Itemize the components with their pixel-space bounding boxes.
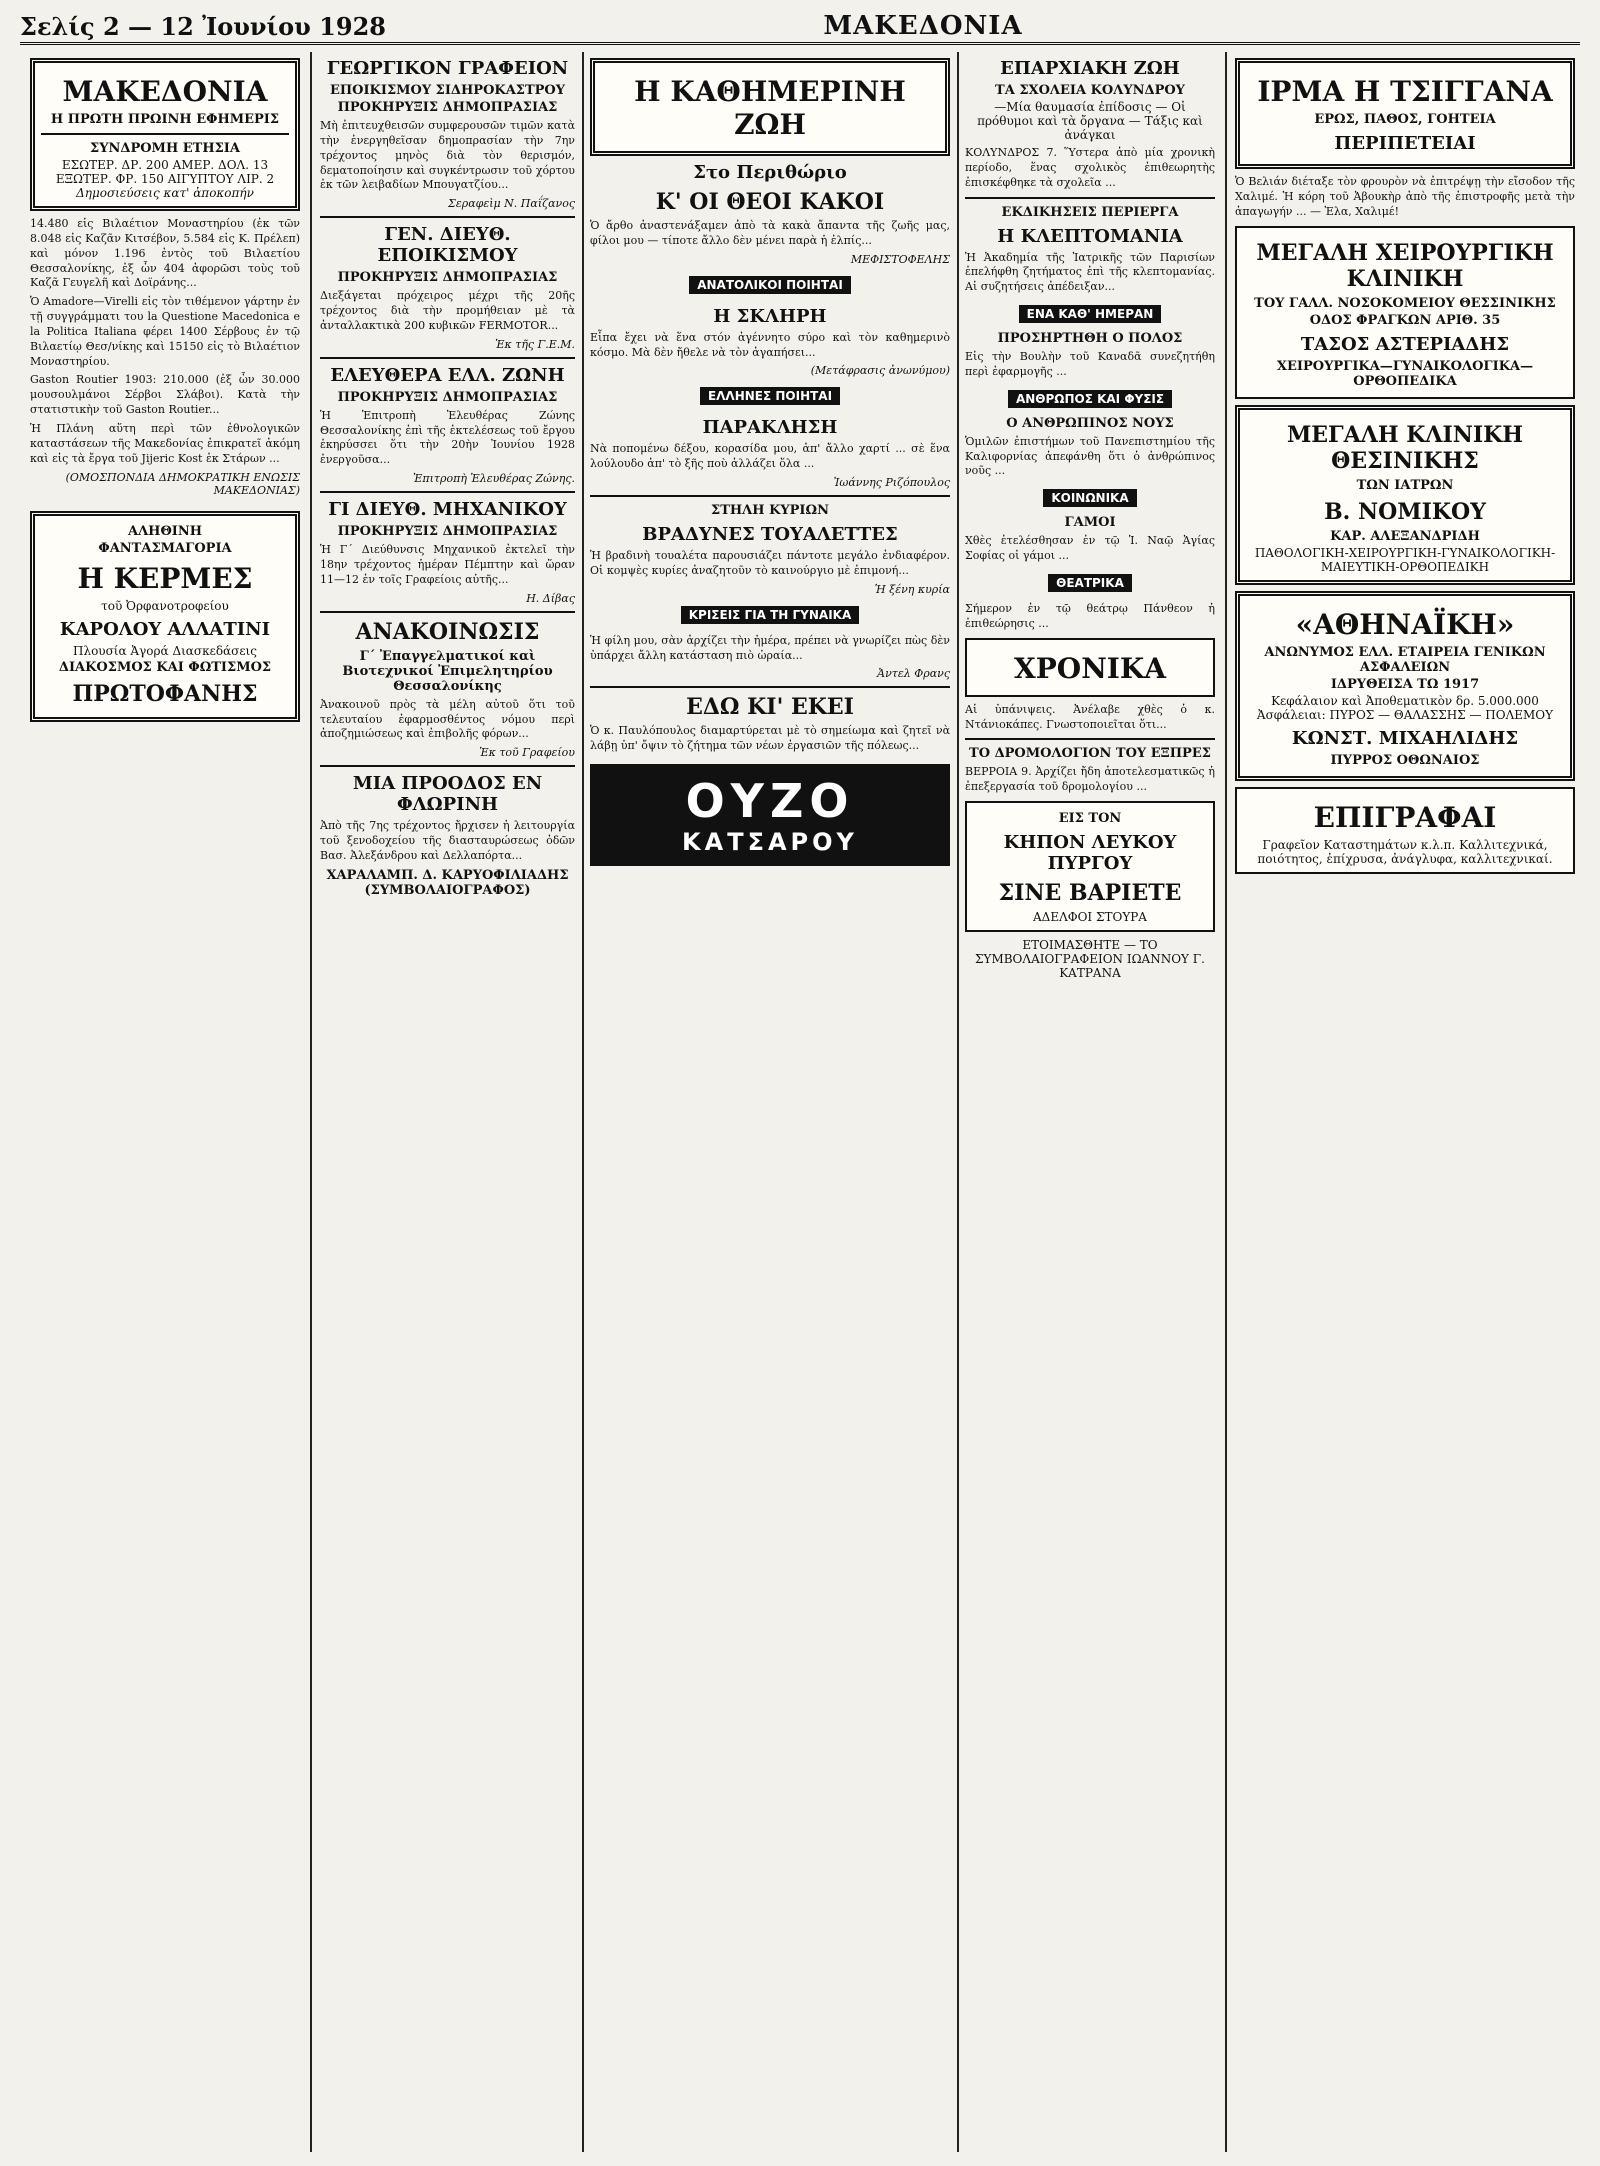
article-text: Εἰς τὴν Βουλὴν τοῦ Καναδᾶ συνεζητήθη περὶ ἐφαρμογῆς ...: [965, 350, 1215, 378]
serial-subtitle: ΠΕΡΙΠΕΤΕΙΑΙ: [1334, 133, 1476, 154]
article-text: Σήμερον ἐν τῷ θεάτρῳ Πάνθεον ἡ ἐπιθεώρησις ...: [965, 601, 1215, 630]
subscription-row: ΕΣΩΤΕΡ. ΔΡ. 200 ΑΜΕΡ. ΔΟΛ. 13: [61, 158, 269, 172]
section-tag: ΚΟΙΝΩΝΙΚΑ: [1043, 489, 1136, 507]
article-signature: ΧΑΡΑΛΑΜΠ. Δ. ΚΑΡΥΟΦΙΛΙΑΔΗΣ (ΣΥΜΒΟΛΑΙΟΓΡΑΦΟΣ): [326, 867, 569, 898]
section-subheading: ΕΠΟΙΚΙΣΜΟΥ ΣΙΔΗΡΟΚΑΣΤΡΟΥ: [329, 83, 566, 98]
ad-line: ΚΑΡΟΛΟΥ ΑΛΛΑΤΙΝΙ: [59, 618, 271, 640]
subscription-box: [30, 58, 300, 211]
article-text: Ἡ Γ΄ Διεύθυνσις Μηχανικοῦ ἐκτελεῖ τὴν 18ην τρέχοντος ἡμέραν Πέμπτην καὶ ὥραν 11—12 ἐν τοῖς Γραφείοις αὐτῆς...: [320, 543, 575, 586]
ad-line: τοῦ Ὀρφανοτροφείου: [101, 598, 229, 613]
subscription-header: ΣΥΝΔΡΟΜΗ ΕΤΗΣΙΑ: [90, 141, 240, 156]
section-subheading: ΠΡΟΚΗΡΥΞΙΣ ΔΗΜΟΠΡΑΣΙΑΣ: [337, 389, 558, 405]
section-tag: ΕΛΛΗΝΕΣ ΠΟΙΗΤΑΙ: [700, 387, 840, 405]
section-heading: ΤΟ ΔΡΟΜΟΛΟΓΙΟΝ ΤΟΥ ΕΞΠΡΕΣ: [969, 746, 1211, 762]
section-heading: Η ΚΛΕΠΤΟΜΑΝΙΑ: [997, 225, 1183, 247]
section-heading: Κ' ΟΙ ΘΕΟΙ ΚΑΚΟΙ: [655, 189, 885, 215]
masthead: [20, 10, 1580, 45]
ad-line: ΚΩΝΣΤ. ΜΙΧΑΗΛΙΔΗΣ: [1291, 727, 1519, 749]
article-text: Ἡ Πλάνη αὕτη περὶ τῶν ἐθνολογικῶν καταστάσεων τῆς Μακεδονίας ἐπικρατεῖ ἀκόμη καὶ εἰς τὰ ἔργα τοῦ Jijeric Kost ἐκ Στάρων ...: [30, 421, 300, 465]
section-heading: Στο Περιθώριο: [693, 162, 847, 183]
article-text: Ὁ Amadore—Virelli εἰς τὸν τιθέμενον γάρτην ἐν τῇ συγγράμματι του la Questione Macedonica e la Politica Italiana φέρει 1400 Σέρβους ἐν τῷ Βιλαετίῳ Θεσ/νίκης καὶ 15150 εἰς τὸ Βιλαέτιον Μοναστηρίου.: [30, 295, 300, 368]
section-subheading: Γ΄ Ἐπαγγελματικοί καὶ Βιοτεχνικοί Ἐπιμελητηρίου Θεσσαλονίκης: [342, 648, 553, 694]
section-heading: Η ΣΚΛΗΡΗ: [713, 305, 827, 327]
paper-subtitle: Η ΠΡΩΤΗ ΠΡΩΙΝΗ ΕΦΗΜΕΡΙΣ: [50, 112, 280, 127]
ad-line: ΚΑΤΣΑΡΟΥ: [682, 828, 858, 857]
page-date: Σελίς 2 — 12 Ἰουνίου 1928: [20, 11, 386, 41]
article-text: Ἡ φίλη μου, σὰν ἀρχίζει τὴν ἡμέρα, πρέπει νὰ γνωρίζει πὼς δὲν ὑπάρχει ἄλλη κατάσταση πιὸ ὡραία...: [590, 633, 950, 662]
column-4: [965, 52, 1215, 2152]
article-text: Εἶπα ἔχει νὰ ἕνα στόν ἀγέννητο σύρο καὶ τὸν καθημερινὸ κόσμο. Μὰ δὲν ἤθελε νὰ τὸν ἀγαπήσει...: [590, 330, 950, 359]
article-signature: Ἀντελ Φρανς: [877, 667, 950, 681]
section-subheading: ΠΡΟΚΗΡΥΞΙΣ ΔΗΜΟΠΡΑΣΙΑΣ: [337, 524, 558, 540]
ad-title: ΜΕΓΑΛΗ ΧΕΙΡΟΥΡΓΙΚΗ ΚΛΙΝΙΚΗ: [1256, 239, 1554, 292]
section-heading: ΒΡΑΔΥΝΕΣ ΤΟΥΑΛΕΤΤΕΣ: [642, 524, 898, 546]
ad-line: ΚΑΡ. ΑΛΕΞΑΝΔΡΙΔΗ: [1330, 528, 1480, 544]
section-tag: ΚΡΙΣΕΙΣ ΓΙΑ ΤΗ ΓΥΝΑΙΚΑ: [681, 606, 860, 624]
column-2: [320, 52, 575, 2152]
ad-line: Ἀσφάλειαι: ΠΥΡΟΣ — ΘΑΛΑΣΣΗΣ — ΠΟΛΕΜΟΥ: [1256, 707, 1554, 722]
article-signature: Ἐκ τοῦ Γραφείου: [479, 746, 575, 760]
ad-line: ΑΔΕΛΦΟΙ ΣΤΟΥΡΑ: [1033, 910, 1147, 925]
section-heading: ΕΔΩ ΚΙ' ΕΚΕΙ: [686, 694, 854, 721]
article-signature: ΜΕΦΙΣΤΟΦΕΛΗΣ: [850, 252, 950, 266]
section-subheading: —Μία θαυμασία ἐπίδοσις — Οἱ πρόθυμοι καὶ τὰ ὄργανα — Τάξις καὶ ἀνάγκαι: [977, 100, 1203, 142]
article-text: Ἀπὸ τῆς 7ης τρέχοντος ἤρχισεν ἡ λειτουργία τοῦ ξενοδοχείου τῆς διασταυρώσεως ὁδῶν Βασ. Ἀλεξάνδρου καὶ Δελλαπόρτα...: [320, 819, 575, 862]
section-heading: Ο ΑΝΘΡΩΠΙΝΟΣ ΝΟΥΣ: [1006, 415, 1174, 431]
serial-banner: [1235, 58, 1575, 169]
article-text: Ἡ βραδινὴ τουαλέτα παρουσιάζει πάντοτε μεγάλο ἐνδιαφέρον. Οἱ κομψὲς κυρίες ἀναζητοῦν τὸ καινούργιο μὲ ἐπιμονή...: [590, 549, 950, 577]
notary-notice: ΕΤΟΙΜΑΣΘΗΤΕ — ΤΟ ΣΥΜΒΟΛΑΙΟΓΡΑΦΕΙΟΝ ΙΩΑΝΝΟΥ Γ. ΚΑΤΡΑΝΑ: [975, 938, 1205, 981]
ad-line: ΤΩΝ ΙΑΤΡΩΝ: [1356, 477, 1454, 493]
subscription-row: ΕΞΩΤΕΡ. ΦΡ. 150 ΑΙΓΥΠΤΟΥ ΛΙΡ. 2: [55, 172, 275, 186]
ad-line: ΟΔΟΣ ΦΡΑΓΚΩΝ ΑΡΙΘ. 35: [1309, 312, 1501, 328]
clinic-ad-2: [1235, 405, 1575, 585]
kermes-ad: [30, 511, 300, 722]
column-5: [1235, 52, 1575, 2152]
article-text: Ἡ Ἐπιτροπὴ Ἐλευθέρας Ζώνης Θεσσαλονίκης ἐπὶ τῆς ἐκτελέσεως τοῦ ἔργου ἐκηρύσσει ὅτι τὴν 20ὴν Ἰουνίου 1928 ἐνεργοῦσα...: [320, 408, 575, 467]
section-heading: ΜΙΑ ΠΡΟΟΔΟΣ ΕΝ ΦΛΩΡΙΝΗ: [352, 773, 543, 816]
section-heading: ΕΚΔΙΚΗΣΕΙΣ ΠΕΡΙΕΡΓΑ: [1001, 204, 1179, 220]
article-signature: Η. Δίβας: [526, 591, 575, 605]
section-heading: ΕΠΑΡΧΙΑΚΗ ΖΩΗ: [1000, 58, 1180, 79]
article-signature: Ἡ ξένη κυρία: [874, 582, 950, 596]
section-heading: ΧΡΟΝΙΚΑ: [1014, 651, 1166, 685]
ad-line: ΠΥΡΡΟΣ ΟΘΩΝΑΙΟΣ: [1330, 752, 1480, 768]
section-heading: ΕΛΕΥΘΕΡΑ ΕΛΛ. ΖΩΝΗ: [330, 364, 565, 386]
signs-ad: [1235, 787, 1575, 874]
section-heading: ΣΤΗΛΗ ΚΥΡΙΩΝ: [711, 503, 829, 519]
ad-title: ΕΠΙΓΡΑΦΑΙ: [1313, 800, 1497, 834]
article-text: Νὰ ποπομένω δέξου, κορασίδα μου, ἀπ' ἄλλο χαρτί ... σὲ ἕνα λούλουδο ἀπ' τὸ ξῆς ποὺ ἀλλάζει ὅλα ...: [590, 442, 950, 471]
chronicles-banner: [965, 638, 1215, 697]
article-signature: (ΟΜΟΣΠΟΝΔΙΑ ΔΗΜΟΚΡΑΤΙΚΗ ΕΝΩΣΙΣ ΜΑΚΕΔΟΝΙΑΣ): [65, 470, 300, 497]
ad-line: ΕΙΣ ΤΟΝ: [1058, 811, 1122, 827]
ad-line: ΑΝΩΝΥΜΟΣ ΕΛΛ. ΕΤΑΙΡΕΙΑ ΓΕΝΙΚΩΝ ΑΣΦΑΛΕΙΩΝ: [1264, 644, 1546, 675]
section-heading: ΓΕΩΡΓΙΚΟΝ ΓΡΑΦΕΙΟΝ: [326, 58, 569, 79]
serial-subtitle: ΕΡΩΣ, ΠΑΘΟΣ, ΓΟΗΤΕΙΑ: [1314, 112, 1496, 127]
ad-line: ΙΔΡΥΘΕΙΣΑ ΤΩ 1917: [1330, 676, 1480, 692]
article-text: ΚΟΛΥΝΔΡΟΣ 7. Ὕστερα ἀπὸ μία χρονικὴ περίοδο, ἕνας σχολικὸς ἐπιθεωρητὴς ἐπισκέφθηκε τὰ σχολεῖα ...: [965, 146, 1215, 189]
subscription-note: Δημοσιεύσεις κατ' ἀποκοπήν: [76, 186, 254, 200]
ad-line: ΤΑΣΟΣ ΑΣΤΕΡΙΑΔΗΣ: [1300, 333, 1510, 355]
section-subheading: ΠΡΟΚΗΡΥΞΙΣ ΔΗΜΟΠΡΑΣΙΑΣ: [337, 270, 558, 286]
section-heading: ΠΡΟΣΗΡΤΗΘΗ Ο ΠΟΛΟΣ: [997, 331, 1183, 347]
article-text: Μὴ ἐπιτευχθεισῶν συμφερουσῶν τιμῶν κατὰ τὴν ἐνεργηθεῖσαν δημοπρασίαν τὴν 7ην τρέχοντος μηνὸς διὰ τὸν θερισμόν, δεματοποίησιν καὶ συγκέντρωσιν τοῦ χόρτου ἐκ τῶν λειβαδίων Μπουγατζίου...: [320, 119, 575, 192]
section-subheading: ΠΡΟΚΗΡΥΞΙΣ ΔΗΜΟΠΡΑΣΙΑΣ: [337, 100, 558, 115]
article-text: Ὁμιλῶν ἐπιστήμων τοῦ Πανεπιστημίου τῆς Καλιφορνίας ἀπεφάνθη ὅτι ὁ ἀνθρώπινος νοῦς ...: [965, 434, 1215, 478]
section-heading: ΓΙ ΔΙΕΥΘ. ΜΗΧΑΝΙΚΟΥ: [328, 499, 567, 521]
article-text: ΒΕΡΡΟΙΑ 9. Ἀρχίζει ἤδη ἀποτελεσματικῶς ἡ ἐπεξεργασία τοῦ δρομολογίου ...: [965, 765, 1215, 794]
article-text: Ἡ Ἀκαδημία τῆς Ἰατρικῆς τῶν Παρισίων ἐπελήφθη ζητήματος ἐπὶ τῆς κλεπτομανίας. Αἱ συζητήσεις ἀπέδειξαν...: [965, 250, 1215, 294]
article-signature: Ἐκ τῆς Γ.Ε.Μ.: [495, 337, 575, 351]
section-heading: ΓΕΝ. ΔΙΕΥΘ. ΕΠΟΙΚΙΣΜΟΥ: [377, 224, 518, 267]
article-signature: Ἰωάννης Ριζόπουλος: [833, 476, 950, 490]
article-text: Ἀνακοινοῦ πρὸς τὰ μέλη αὐτοῦ ὅτι τοῦ τελευταίου ἐφαρμοσθέντος νόμου περὶ ἀποζημιώσεως καὶ ἐπιβολῆς φόρων...: [320, 697, 575, 741]
article-text: 14.480 εἰς Βιλαέτιον Μοναστηρίου (ἐκ τῶν 8.048 εἰς Καζᾶν Κιτσέβον, 5.584 εἰς Κ. Πρέλεπ) καὶ μόνον 1.196 ἐντὸς τοῦ Βιλαετίου Θεσσαλονίκης, ἐξ ὧν 404 ἀφορῶσι τοὺς τοῦ Καζᾶ Γευγελῆ καὶ Δοϊράνης...: [30, 217, 300, 290]
cinema-ad: [965, 801, 1215, 932]
serial-title: ΙΡΜΑ Η ΤΣΙΓΓΑΝΑ: [1257, 75, 1553, 108]
ad-line: ΑΛΗΘΙΝΗ: [127, 523, 203, 539]
ouzo-ad: [590, 764, 950, 866]
daily-life-banner: [590, 58, 950, 156]
ad-title: ΣΙΝΕ ΒΑΡΙΕΤΕ: [998, 880, 1182, 907]
ad-line: Κεφάλαιον καὶ Ἀποθεματικὸν δρ. 5.000.000: [1271, 693, 1539, 708]
column-1: [30, 52, 300, 2152]
article-text: Gaston Routier 1903: 210.000 (ἐξ ὧν 30.000 μουσουλμάνοι Σέρβοι Σλάβοι). Κατὰ τὴν στατιστικὴν τοῦ Gaston Routier...: [30, 373, 300, 417]
article-text: Διεξάγεται πρόχειρος μέχρι τῆς 20ῆς τρέχοντος διὰ τὴν προμήθειαν μὲ τὰ ἀνταλλακτικὰ 200 κυβικῶν FERMOTOR...: [320, 289, 575, 332]
section-tag: ΕΝΑ ΚΑΘ' ΗΜΕΡΑΝ: [1019, 305, 1162, 323]
section-tag: ΑΝΑΤΟΛΙΚΟΙ ΠΟΙΗΤΑΙ: [689, 276, 851, 294]
article-signature: Ἐπιτροπὴ Ἐλευθέρας Ζώνης.: [413, 472, 575, 486]
ad-line: ΧΕΙΡΟΥΡΓΙΚΑ—ΓΥΝΑΙΚΟΛΟΓΙΚΑ—ΟΡΘΟΠΕΔΙΚΑ: [1276, 358, 1534, 389]
banner-title: Η ΚΑΘΗΜΕΡΙΝΗ ΖΩΗ: [634, 75, 906, 141]
ad-line: ΠΡΩΤΟΦΑΝΗΣ: [72, 680, 258, 707]
section-heading: ΓΑΜΟΙ: [1064, 515, 1116, 531]
section-heading: ΑΝΑΚΟΙΝΩΣΙΣ: [355, 618, 540, 645]
article-signature: Σεραφεὶμ Ν. Παΐζανος: [448, 197, 575, 211]
ad-line: ΤΟΥ ΓΑΛΛ. ΝΟΣΟΚΟΜΕΙΟΥ ΘΕΣΣΙΝΙΚΗΣ: [1254, 295, 1556, 311]
section-tag: ΑΝΘΡΩΠΟΣ ΚΑΙ ΦΥΣΙΣ: [1008, 390, 1172, 408]
paper-title: ΜΑΚΕΔΟΝΙΑ: [62, 75, 268, 108]
article-text: Αἱ ὑπάνιψεις. Ἀνέλαβε χθὲς ὁ κ. Ντάνιοκάπες. Γνωστοποιεῖται ὅτι...: [965, 702, 1215, 731]
column-3: [590, 52, 950, 2152]
ad-title: ΟΥΖΟ: [685, 774, 855, 829]
article-text: Ὁ ἄρθο ἀναστενάξαμεν ἀπὸ τὰ κακὰ ἄπαντα τῆς ζωῆς μας, φίλοι μου — τίποτε ἄλλο δὲν μένει παρὰ ἡ ἐλπίς...: [590, 219, 950, 247]
ad-title: «ΑΘΗΝΑΪΚΗ»: [1295, 607, 1515, 641]
section-tag: ΘΕΑΤΡΙΚΑ: [1048, 574, 1132, 592]
insurance-ad: [1235, 591, 1575, 781]
ad-line: Γραφεῖον Καταστημάτων κ.λ.π. Καλλιτεχνικά, ποιότητος, ἐπίχρυσα, ἀνάγλυφα, καλλιτεχνικαί.: [1257, 837, 1553, 866]
clinic-ad: [1235, 226, 1575, 399]
section-subheading: ΤΑ ΣΧΟΛΕΙΑ ΚΟΛΥΝΔΡΟΥ: [995, 83, 1185, 98]
article-text: Χθὲς ἐτελέσθησαν ἐν τῷ Ἱ. Ναῷ Ἁγίας Σοφίας οἱ γάμοι ...: [965, 534, 1215, 563]
serial-text: Ὁ Βελιάν διέταξε τὸν φρουρὸν νὰ ἐπιτρέψῃ τὴν εἴσοδον τῆς Χαλιμέ. Ἡ κόρη τοῦ Ἀβουκὴρ ἀπὸ τῆς ἐπιστροφῆς μετὰ τὴν ἀπαγωγήν ... — Ἐλα, Χαλιμέ!: [1235, 175, 1575, 218]
ad-line: ΠΑΘΟΛΟΓΙΚΗ-ΧΕΙΡΟΥΡΓΙΚΗ-ΓΥΝΑΙΚΟΛΟΓΙΚΗ-ΜΑΙΕΥΤΙΚΗ-ΟΡΘΟΠΕΔΙΚΗ: [1254, 545, 1556, 574]
article-signature: (Μετάφρασις ἀνωνύμου): [810, 364, 950, 378]
ad-line: ΚΗΠΟΝ ΛΕΥΚΟΥ ΠΥΡΓΟΥ: [1003, 832, 1177, 875]
ad-line: ΔΙΑΚΟΣΜΟΣ ΚΑΙ ΦΩΤΙΣΜΟΣ: [58, 659, 272, 675]
ad-line: Πλουσία Ἀγορά Διασκεδάσεις: [73, 643, 257, 658]
ad-line: Β. ΝΟΜΙΚΟΥ: [1324, 498, 1486, 525]
ad-title: Η ΚΕΡΜΕΣ: [77, 561, 253, 595]
ad-line: ΦΑΝΤΑΣΜΑΓΟΡΙΑ: [98, 540, 232, 556]
article-text: Ὁ κ. Παυλόπουλος διαμαρτύρεται μὲ τὸ σημείωμα καὶ ζητεῖ νὰ λάβῃ ὑπ' ὄψιν τὸ ζήτημα τῶν νέων ἐργασιῶν τῆς πόλεως...: [590, 724, 950, 753]
paper-name: ΜΑΚΕΔΟΝΙΑ: [823, 11, 1023, 41]
ad-title: ΜΕΓΑΛΗ ΚΛΙΝΙΚΗ ΘΕΣΙΝΙΚΗΣ: [1286, 421, 1524, 474]
section-heading: ΠΑΡΑΚΛΗΣΗ: [702, 417, 838, 439]
